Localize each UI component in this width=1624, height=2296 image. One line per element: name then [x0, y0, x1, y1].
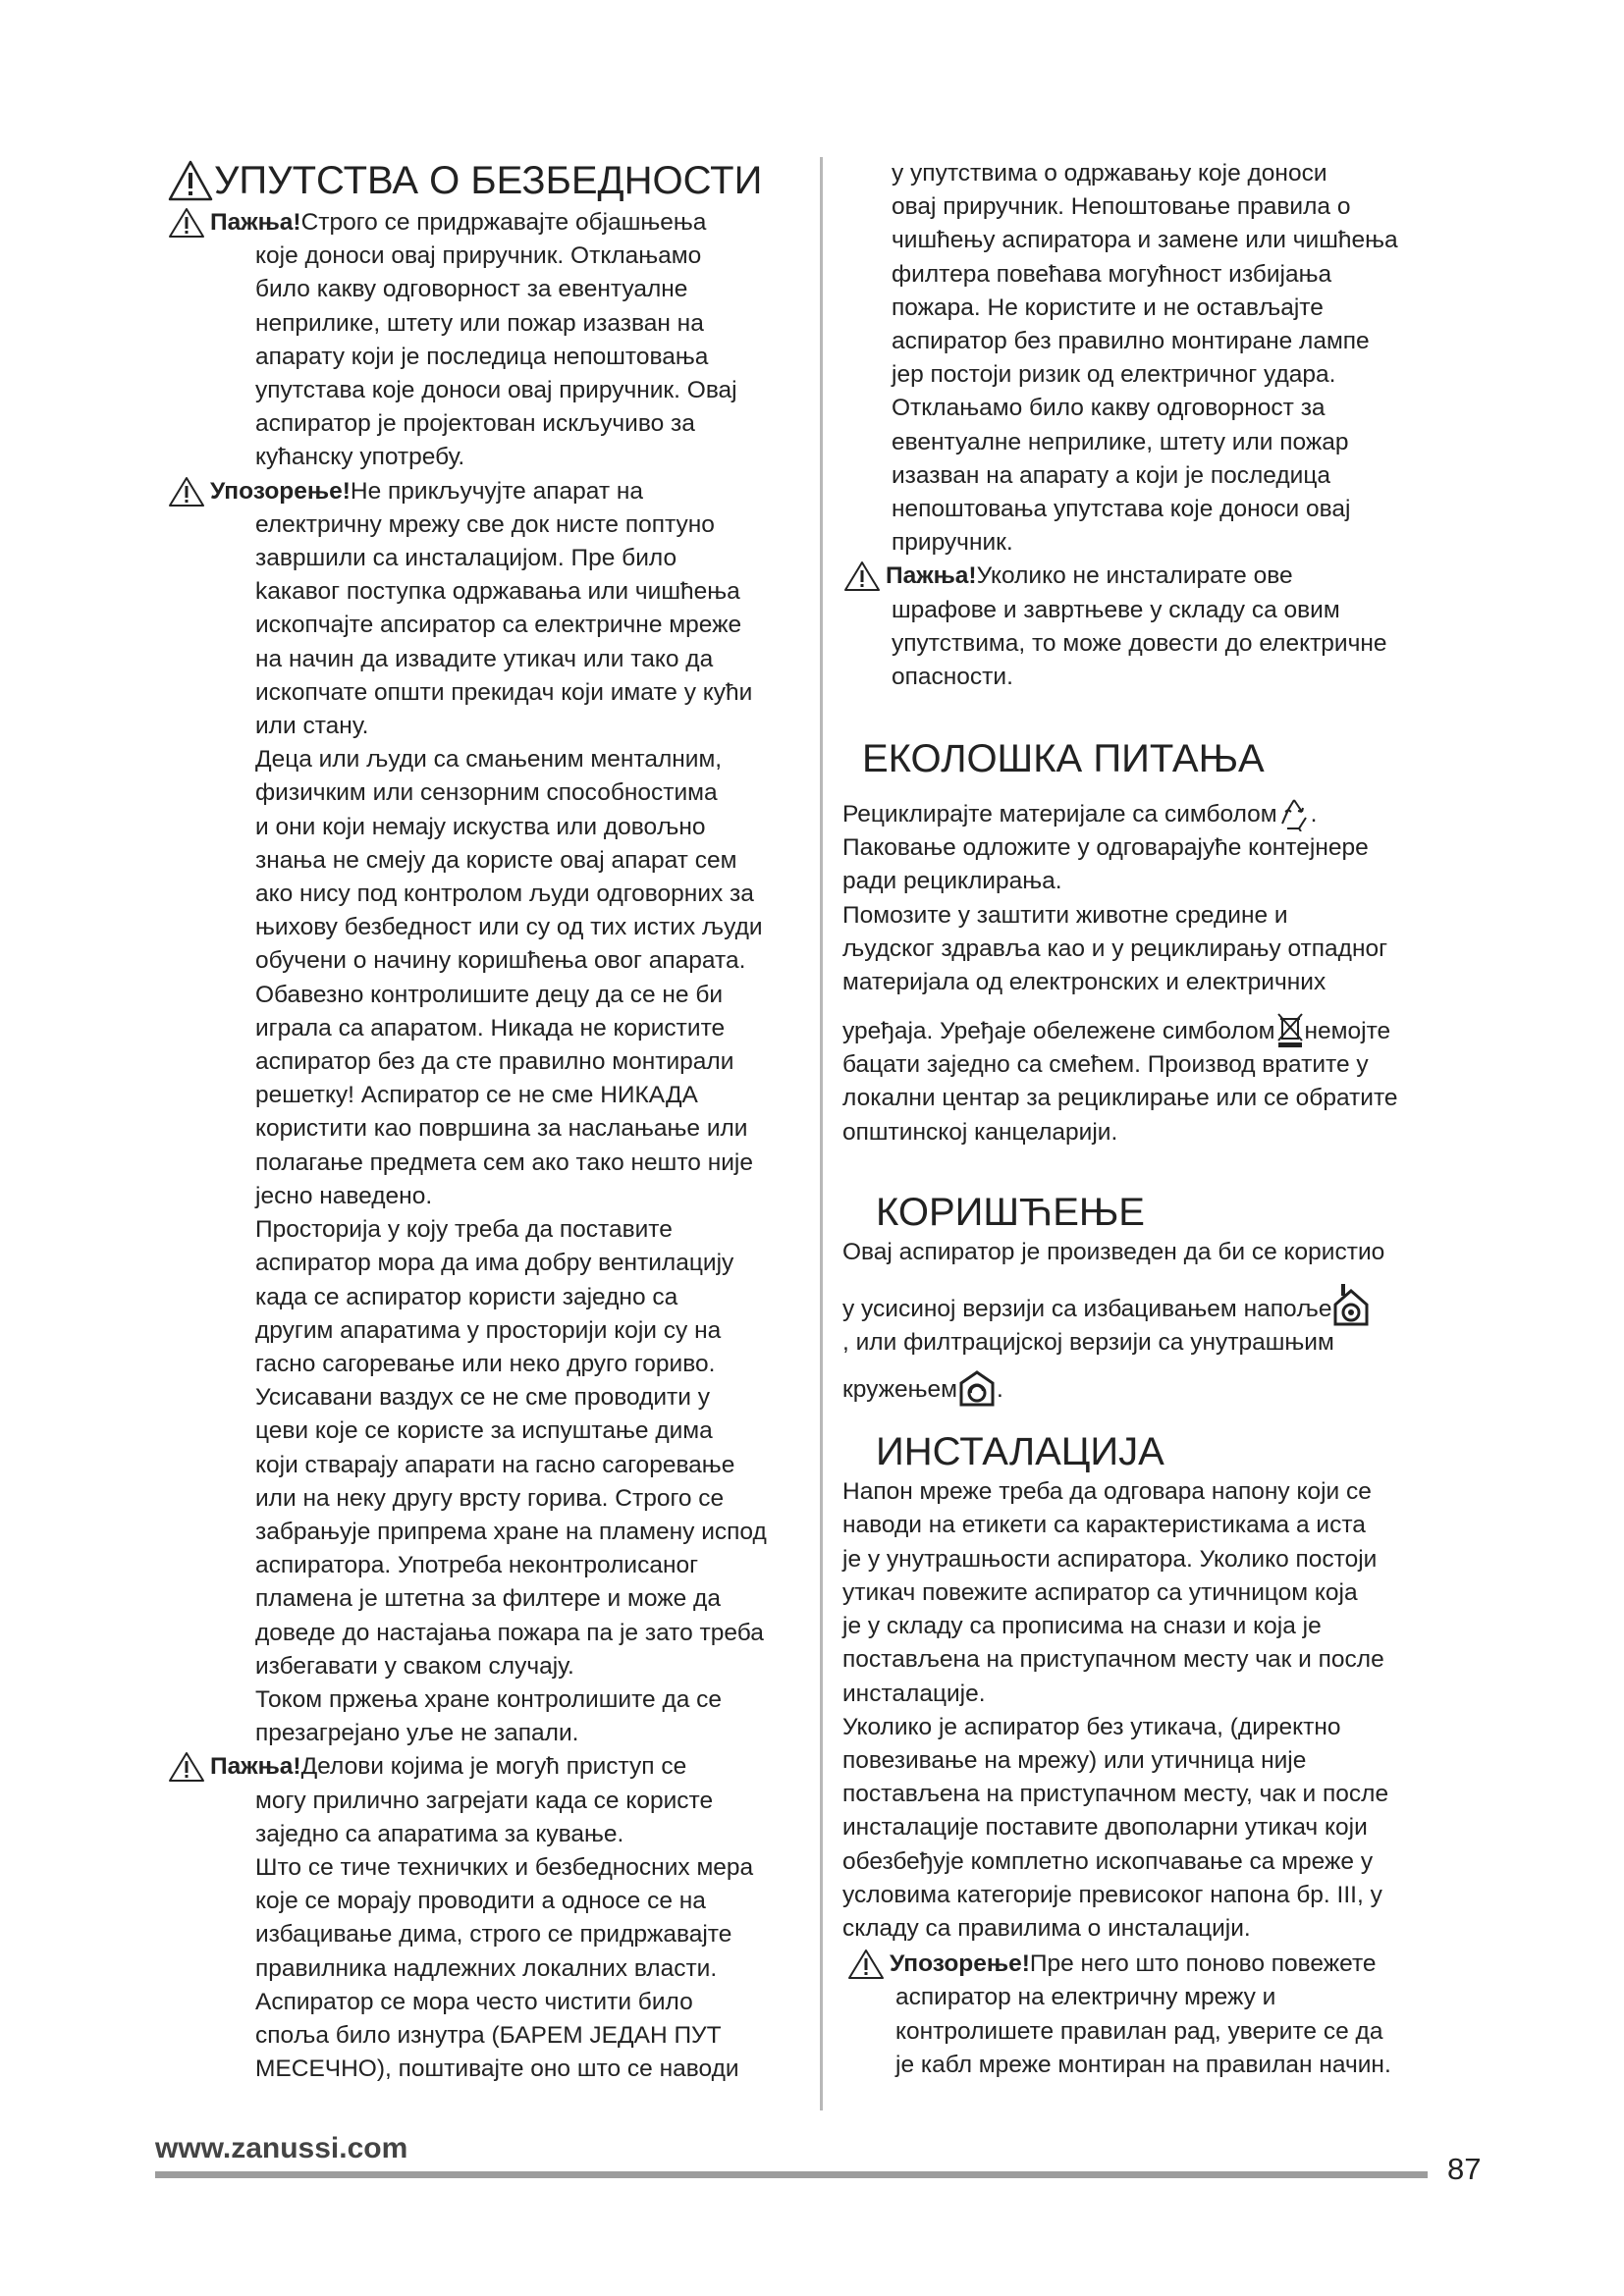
paragraph-line: пламена је штетна за филтере и може да [255, 1585, 721, 1613]
paragraph-line: обучени о начину коришћења овог апарата. [255, 947, 746, 975]
paragraph-line: Отклањамо било какву одговорност за [892, 395, 1326, 422]
paragraph-line: ископчате општи прекидач који имате у кући [255, 678, 753, 706]
eco-title: ЕКОЛОШКА ПИТАЊА [862, 737, 1265, 781]
paragraph-line: кружењем [842, 1376, 957, 1404]
paragraph-line: упутстава које доноси овај приручник. Овај [255, 377, 737, 404]
usage-title: КОРИШЋЕЊЕ [876, 1190, 1145, 1234]
paragraph-line: филтера повећава могућност избијања [892, 260, 1332, 288]
paragraph-line: кућанску употребу. [255, 444, 465, 471]
paragraph-line: упутствима, то може довести до електричне [892, 629, 1387, 657]
warning-block-4 [842, 560, 1487, 694]
left-column [167, 157, 805, 2086]
paragraph-line: обезбеђује комплетно ископчавање са мреже у [842, 1847, 1374, 1875]
usage-section [842, 1236, 1487, 1407]
paragraph-line: изазван на апарату а који је последица [892, 461, 1330, 489]
paragraph-line: када се аспиратор користи заједно са [255, 1283, 678, 1310]
eco-section [842, 796, 1487, 1149]
paragraph-line: повезивање на мрежу) или утичница није [842, 1746, 1307, 1774]
warning-icon [842, 560, 886, 593]
paragraph-line: Паковање одложите у одговарајуће контејнере [842, 834, 1369, 862]
paragraph-line: избацивање дима, строго се придржавајте [255, 1921, 732, 1949]
paragraph-line: контролишете правилан рад, уверите се да [895, 2017, 1383, 2045]
paragraph-line: општинској канцеларији. [842, 1118, 1118, 1146]
paragraph-line: евентуалне неприлике, штету или пожар [892, 428, 1349, 455]
paragraph-line: гасно сагоревање или неко друго гориво. [255, 1350, 716, 1377]
installation-section [842, 1475, 1487, 1946]
paragraph-line: наводи на етикети са карактеристикама а иста [842, 1512, 1366, 1539]
paragraph-line: локални центар за рециклирање или се обратите [842, 1085, 1398, 1112]
paragraph-line: решетку! Аспиратор се не сме НИКАДА [255, 1082, 698, 1109]
warning-block-3 [167, 1750, 805, 2086]
paragraph-line: инсталације. [842, 1680, 986, 1707]
safety-title [167, 157, 805, 204]
warning-label: Пажња! [210, 209, 301, 236]
paragraph-line: доведе до настајања пожара па је зато треба [255, 1619, 764, 1646]
paragraph-line: људског здравља као и у рециклирању отпадног [842, 934, 1388, 962]
paragraph-line: бацати заједно са смећем. Производ вратите у [842, 1051, 1369, 1079]
warning-label: Упозорење! [890, 1950, 1030, 1978]
paragraph-line: аспиратор мора да има добру вентилацију [255, 1250, 734, 1277]
paragraph-line: правилника надлежних локалних власти. [255, 1954, 718, 1982]
eco-line-weee [842, 1011, 1487, 1048]
paragraph-line: непоштовања упутстава које доноси овај [892, 496, 1351, 523]
paragraph-line: било какву одговорност за евентуалне [255, 276, 688, 303]
paragraph-line: овај приручник. Непоштовање правила о [892, 193, 1351, 221]
column-divider [820, 157, 823, 2110]
paragraph-line: и они који немају искуства или довољно [255, 813, 706, 840]
footer-url[interactable]: www.zanussi.com [155, 2132, 408, 2164]
paragraph-line: постављена на приступачном месту чак и после [842, 1646, 1384, 1674]
paragraph-line: њихову безбедност или су од тих истих људи [255, 914, 763, 941]
w3-lines [210, 1785, 805, 2087]
paragraph-line: Обавезно контролишите децу да се не би [255, 981, 724, 1008]
paragraph-line: јер постоји ризик од електричног удара. [892, 361, 1336, 389]
paragraph-line: аспиратор је пројектован искључиво за [255, 410, 695, 438]
paragraph-line: опасности. [892, 664, 1013, 691]
paragraph-line: споља било изнутра (БАРЕМ ЈЕДАН ПУТ [255, 2021, 722, 2049]
paragraph-line: шрафове и завртњеве у складу са овим [892, 596, 1340, 623]
paragraph-line: . [997, 1376, 1003, 1404]
paragraph-line: . [1310, 801, 1318, 828]
paragraph-line: пожара. Не користите и не остављајте [892, 294, 1324, 321]
paragraph-line: уређаја. Уређаје обележене симболом [842, 1018, 1275, 1045]
paragraph-line: заједно са апаратима за кување. [255, 1820, 624, 1847]
paragraph-line: Што се тиче техничких и безбедносних мера [255, 1853, 754, 1881]
paragraph-line: Усисавани ваздух се не сме проводити у [255, 1384, 710, 1412]
paragraph-line: избегавати у сваком случају. [255, 1652, 574, 1680]
paragraph-line: знања не смеју да користе овај апарат сем [255, 846, 737, 874]
page-number: 87 [1447, 2152, 1482, 2186]
paragraph-line: Просторија у коју треба да поставите [255, 1216, 673, 1244]
recycle-icon [1277, 796, 1311, 831]
paragraph-line: чишћењу аспиратора и замене или чишћења [892, 227, 1398, 254]
w1-lines [210, 240, 805, 474]
warning-icon [167, 475, 210, 508]
paragraph-line: је у складу са прописима на снази и која је [842, 1613, 1322, 1640]
paragraph-line: ископчајте апсиратор са електричне мреже [255, 612, 742, 639]
paragraph-line: на начин да извадите утикач или тако да [255, 645, 714, 672]
eco-line-recycle [842, 796, 1487, 831]
paragraph-line: цеви које се користе за испуштање дима [255, 1417, 713, 1445]
installation-title: ИНСТАЛАЦИЈА [876, 1430, 1164, 1474]
paragraph-line: или на неку другу врсту горива. Строго се [255, 1484, 725, 1512]
paragraph-line: је у унутрашњости аспиратора. Уколико постоји [842, 1545, 1378, 1573]
paragraph-line: презагрејано уље не запали. [255, 1720, 579, 1747]
paragraph-line: kакавог поступка одржавања или чишћења [255, 578, 740, 606]
paragraph-line: ради рециклирања. [842, 868, 1062, 895]
paragraph-line: , или филтрацијској верзији са унутрашњим [842, 1329, 1334, 1357]
paragraph-line: Делови којима је могућ приступ се [300, 1753, 687, 1781]
paragraph-line: другим апаратима у просторији који су на [255, 1316, 722, 1344]
w5-lines [890, 1981, 1487, 2082]
paragraph-line: постављена на приступачном месту, чак и после [842, 1781, 1389, 1808]
paragraph-line: Помозите у заштити животне средине и [842, 901, 1288, 929]
paragraph-line: користити као површина за наслањање или [255, 1115, 748, 1143]
paragraph-line: играла са апаратом. Никада не користите [255, 1014, 726, 1041]
paragraph-line: које се морају проводити а односе се на [255, 1888, 706, 1915]
recirculation-mode-icon [957, 1369, 997, 1407]
paragraph-line: ако нису под контролом људи одговорних за [255, 881, 754, 908]
warning-block-2 [167, 475, 805, 1751]
paragraph-line: које доноси овај приручник. Отклањамо [255, 242, 702, 270]
paragraph-line: условима категорије превисоког напона бр. III, у [842, 1881, 1382, 1908]
right-column [842, 157, 1487, 2082]
paragraph-line: завршили са инсталацијом. Пре било [255, 545, 677, 572]
warning-icon [167, 1750, 210, 1784]
usage-line-extraction [842, 1283, 1487, 1326]
paragraph-line: Уколико је аспиратор без утикача, (директно [842, 1713, 1341, 1740]
paragraph-line: јесно наведено. [255, 1182, 433, 1209]
paragraph-line: аспиратор без да сте правилно монтирали [255, 1048, 734, 1076]
paragraph-line: складу са правилима о инсталацији. [842, 1914, 1251, 1942]
paragraph-line: материјала од електронских и електричних [842, 969, 1326, 996]
paragraph-line: Строго се придржавајте објашњења [300, 209, 707, 236]
safety-title-text: УПУТСТВА О БЕЗБЕДНОСТИ [214, 159, 763, 202]
paragraph-line: Током пржења хране контролишите да се [255, 1685, 723, 1713]
warning-icon [846, 1948, 890, 1981]
paragraph-line: забрањује припрема хране на пламену испод [255, 1518, 767, 1545]
paragraph-line: Аспиратор се мора често чистити било [255, 1988, 693, 2015]
extraction-mode-icon [1331, 1283, 1371, 1326]
warning-block-5 [842, 1948, 1487, 2082]
crossed-bin-icon [1275, 1011, 1305, 1048]
warning-block-1 [167, 206, 805, 475]
paragraph-line: аспиратор на електричну мрежу и [895, 1984, 1276, 2011]
paragraph-line: утикач повежите аспиратор са утичницом која [842, 1578, 1358, 1606]
paragraph-line: електричну мрежу све док нисте поптуно [255, 510, 715, 538]
paragraph-line: Не прикључујте апарат на [350, 477, 644, 505]
paragraph-line: који стварају апарати на гасно сагоревање [255, 1451, 735, 1478]
footer-rule [155, 2171, 1428, 2178]
paragraph-line: полагање предмета сем ако тако нешто није [255, 1148, 753, 1176]
paragraph-line: аспиратора. Употреба неконтролисаног [255, 1552, 699, 1579]
continued-text [842, 157, 1487, 560]
paragraph-line: у усисиној верзији са избацивањем напоље [842, 1295, 1332, 1322]
paragraph-line: у упутствима о одржавању које доноси [892, 160, 1327, 187]
w2-lines [210, 508, 805, 1751]
warning-label: Пажња! [886, 562, 977, 590]
paragraph-line: аспиратор без правилно монтиране лампе [892, 328, 1370, 355]
paragraph-line: Уколико не инсталирате ове [976, 562, 1293, 590]
paragraph-line: инсталације поставите двополарни утикач који [842, 1814, 1368, 1842]
warning-icon [167, 206, 210, 240]
w4-lines [886, 594, 1487, 695]
paragraph-line: Рециклирајте материјале са симболом [842, 801, 1277, 828]
paragraph-line: Пре него што поново повежете [1029, 1950, 1377, 1978]
paragraph-line: неприлике, штету или пожар изазван на [255, 309, 704, 337]
paragraph-line: апарату који је последица непоштовања [255, 343, 709, 370]
warning-icon [167, 159, 214, 202]
paragraph-line: немојте [1304, 1018, 1391, 1045]
paragraph-line: МЕСЕЧНО), поштивајте оно што се наводи [255, 2056, 739, 2083]
paragraph-line: Деца или људи са смањеним менталним, [255, 746, 723, 774]
paragraph-line: могу прилично загрејати када се користе [255, 1787, 714, 1814]
paragraph-line: приручник. [892, 529, 1013, 557]
warning-label: Упозорење! [210, 477, 351, 505]
paragraph-line: Овај аспиратор је произведен да би се користио [842, 1238, 1385, 1265]
paragraph-line: физичким или сензорним способностима [255, 779, 718, 807]
paragraph-line: је кабл мреже монтиран на правилан начин. [895, 2051, 1391, 2078]
paragraph-line: или стану. [255, 713, 369, 740]
paragraph-line: Напон мреже треба да одговара напону који се [842, 1478, 1372, 1506]
usage-line-recirculation [842, 1369, 1487, 1407]
warning-label: Пажња! [210, 1753, 301, 1781]
